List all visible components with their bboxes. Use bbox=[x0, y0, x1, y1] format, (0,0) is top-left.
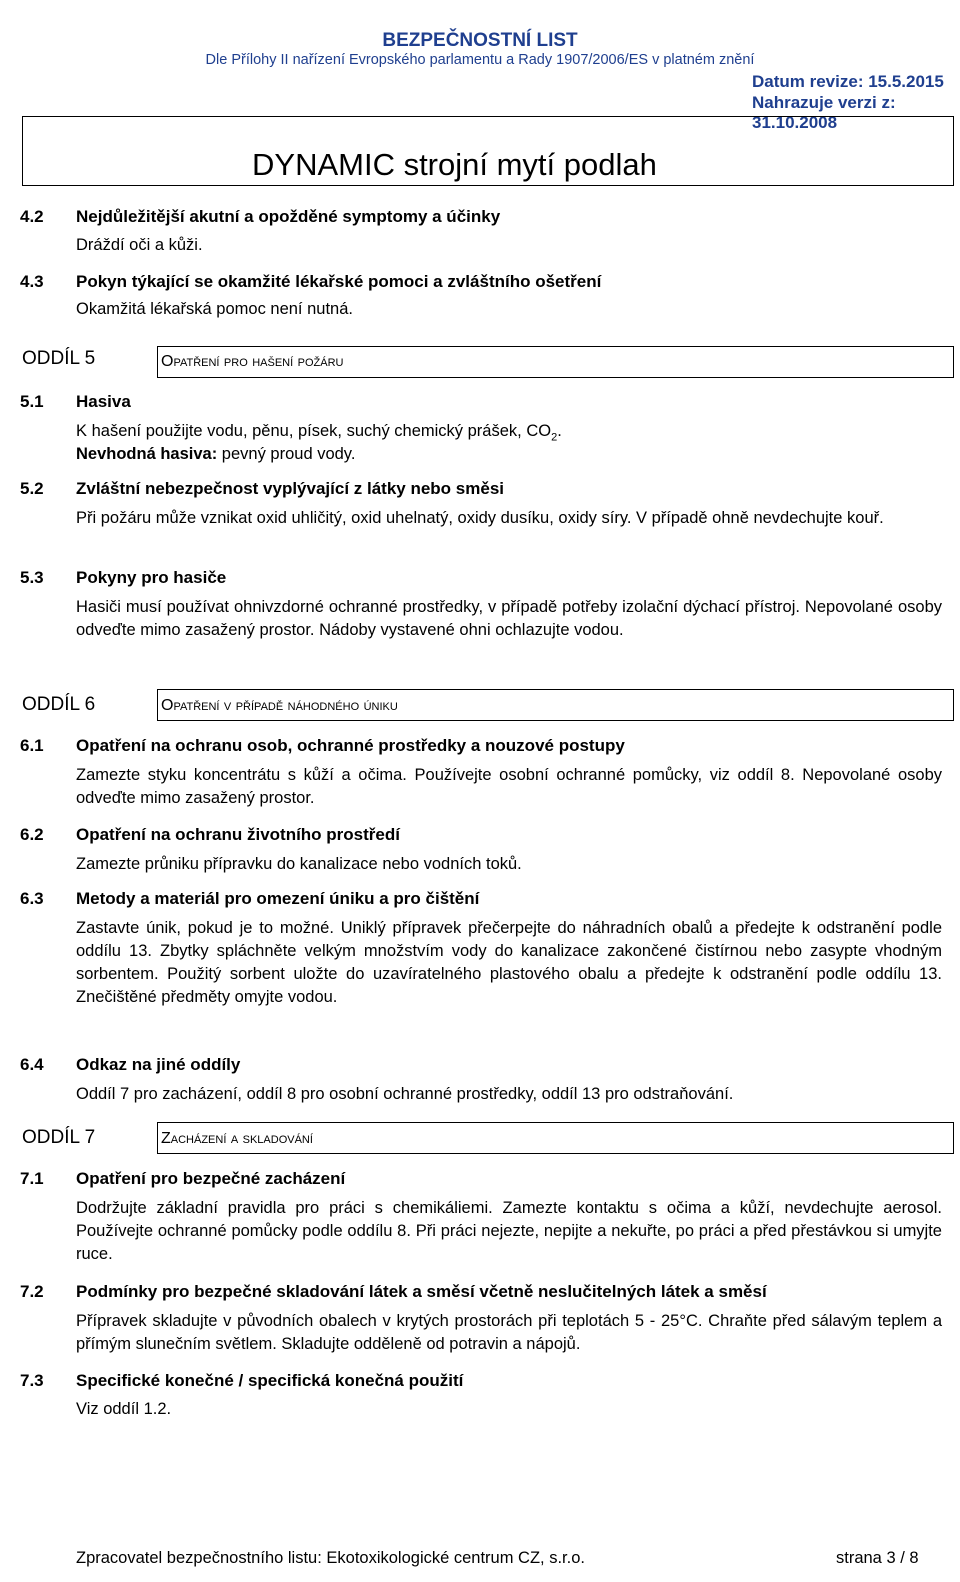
subsection-number: 7.2 bbox=[20, 1282, 44, 1301]
section-title: Opatření v případě náhodného úniku bbox=[161, 697, 398, 714]
subsection-title: Opatření na ochranu životního prostředí bbox=[76, 825, 400, 844]
subsection-number: 4.2 bbox=[20, 207, 44, 226]
extinguishing-media-text: K hašení použijte vodu, pěnu, písek, suchý chemický prášek, $CO_2$. bbox=[76, 422, 562, 444]
subsection-number: 7.1 bbox=[20, 1169, 44, 1188]
subsection-number: 5.1 bbox=[20, 392, 44, 411]
subsection-number: 4.3 bbox=[20, 272, 44, 291]
section-title: Opatření pro hašení požáru bbox=[161, 353, 344, 370]
revision-date: Datum revize: 15.5.2015 bbox=[752, 72, 944, 91]
section-label: ODDÍL 5 bbox=[22, 348, 96, 369]
subsection-number: 6.1 bbox=[20, 736, 44, 755]
subsection-title: Podmínky pro bezpečné skladování látek a směsí včetně neslučitelných látek a směsí bbox=[76, 1282, 767, 1301]
subsection-text: Viz oddíl 1.2. bbox=[76, 1400, 172, 1418]
subsection-text: Zastavte únik, pokud je to možné. Uniklý přípravek přečerpejte do náhradních obalů a předejte k odstranění podle oddílu 13. Zbytky spláchněte velkým množstvím vody do kanalizace zakončené čistírnou nebo zasypte vhodným sorbentem. Použitý sorbent uložte do uzavíratelného plastového obalu a předejte k odstranění podle oddílu 13. Znečištěné předměty omyjte vodou. bbox=[76, 919, 942, 1006]
subsection-number: 7.3 bbox=[20, 1371, 44, 1390]
document-title: BEZPEČNOSTNÍ LIST bbox=[382, 30, 578, 51]
subsection-title: Pokyny pro hasiče bbox=[76, 568, 227, 587]
product-name: DYNAMIC strojní mytí podlah bbox=[252, 147, 657, 182]
subsection-title: Opatření na ochranu osob, ochranné prostředky a nouzové postupy bbox=[76, 736, 625, 755]
subsection-text: Přípravek skladujte v původních obalech v krytých prostorách při teplotách 5 - 25°C. Chraňte před sálavým teplem a přímým slunečním světlem. Skladujte odděleně od potravin a nápojů. bbox=[76, 1312, 942, 1353]
subsection-number: 5.2 bbox=[20, 479, 44, 498]
subsection-number: 6.2 bbox=[20, 825, 44, 844]
subsection-text: Dráždí oči a kůži. bbox=[76, 236, 203, 254]
subsection-title: Odkaz na jiné oddíly bbox=[76, 1055, 241, 1074]
subsection-number: 5.3 bbox=[20, 568, 44, 587]
subsection-text: Oddíl 7 pro zacházení, oddíl 8 pro osobní ochranné prostředky, oddíl 13 pro odstraňování. bbox=[76, 1085, 734, 1103]
subsection-title: Hasiva bbox=[76, 392, 131, 411]
subsection-text: Dodržujte základní pravidla pro práci s chemikáliemi. Zamezte kontaktu s očima a kůží, nevdechujte aerosol. Používejte ochranné pomůcky podle oddílu 8. Při práci nejezte, nepijte a nekuřte, po práci a před přestávkou si umyjte ruce. bbox=[76, 1199, 942, 1263]
footer-author: Zpracovatel bezpečnostního listu: Ekotoxikologické centrum CZ, s.r.o. bbox=[76, 1549, 585, 1567]
regulation-subtitle: Dle Přílohy II nařízení Evropského parlamentu a Rady 1907/2006/ES v platném znění bbox=[205, 52, 755, 68]
page-number: strana 3 / 8 bbox=[836, 1549, 919, 1567]
subsection-title: Nejdůležitější akutní a opožděné symptomy a účinky bbox=[76, 207, 501, 226]
subsection-title: Pokyn týkající se okamžité lékařské pomoci a zvláštního ošetření bbox=[76, 272, 602, 291]
section-label: ODDÍL 7 bbox=[22, 1127, 96, 1148]
subsection-title: Zvláštní nebezpečnost vyplývající z látky nebo směsi bbox=[76, 479, 504, 498]
subsection-title: Specifické konečné / specifická konečná použití bbox=[76, 1371, 464, 1390]
subsection-text: Okamžitá lékařská pomoc není nutná. bbox=[76, 300, 353, 318]
subsection-number: 6.4 bbox=[20, 1055, 44, 1074]
section-title: Zacházení a skladování bbox=[161, 1130, 313, 1147]
subsection-text: Zamezte styku koncentrátu s kůží a očima. Používejte osobní ochranné pomůcky, viz oddíl 8. Nepovolané osoby odveďte mimo zasažený prostor. bbox=[76, 766, 942, 807]
subsection-title: Metody a materiál pro omezení úniku a pro čištění bbox=[76, 889, 480, 908]
section-label: ODDÍL 6 bbox=[22, 694, 96, 715]
subsection-text: Hasiči musí používat ohnivzdorné ochranné prostředky, v případě potřeby izolační dýchací přístroj. Nepovolané osoby odveďte mimo zasažený prostor. Nádoby vystavené ohni ochlazujte vodou. bbox=[76, 598, 942, 639]
subsection-number: 6.3 bbox=[20, 889, 44, 908]
replaces-version: Nahrazuje verzi z: 31.10.2008 bbox=[752, 93, 896, 132]
subsection-text: Při požáru může vznikat oxid uhličitý, oxid uhelnatý, oxidy dusíku, oxidy síry. V případě ohně nevdechujte kouř. bbox=[76, 509, 884, 527]
subsection-text: Zamezte průniku přípravku do kanalizace nebo vodních toků. bbox=[76, 855, 522, 873]
unsuitable-media-text: Nevhodná hasiva: pevný proud vody. bbox=[76, 445, 356, 463]
subsection-title: Opatření pro bezpečné zacházení bbox=[76, 1169, 346, 1188]
